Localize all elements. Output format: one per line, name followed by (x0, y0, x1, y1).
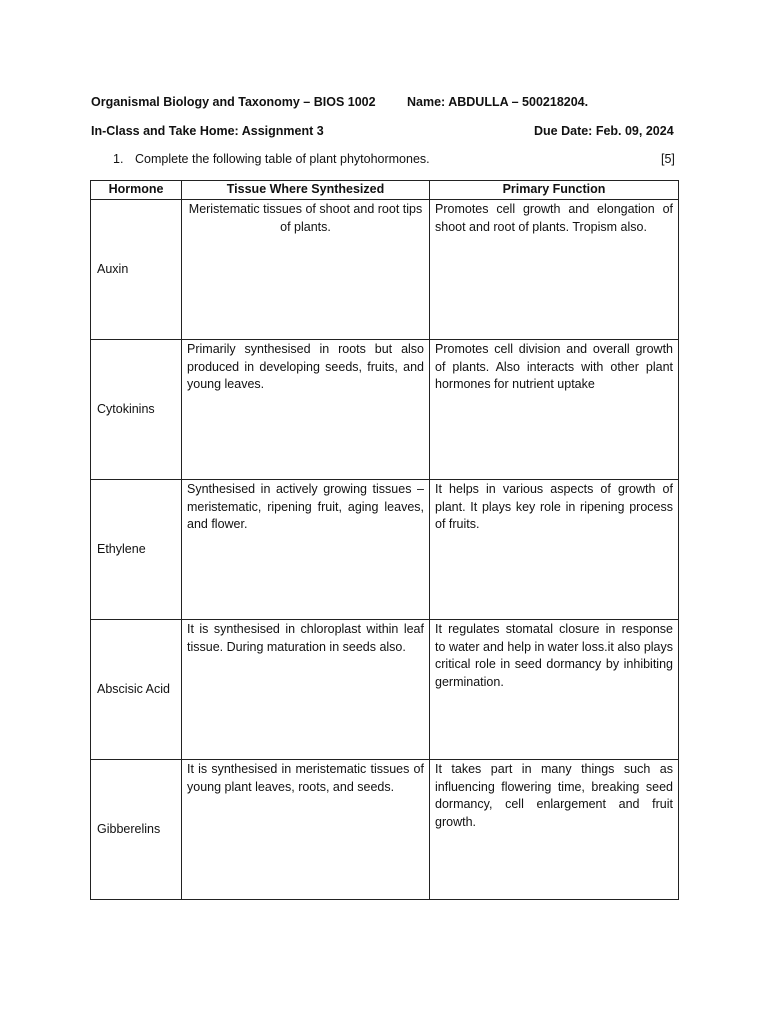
tissue-cell: Synthesised in actively growing tissues – meristematic, ripening fruit, aging leaves, and flower. (182, 480, 430, 620)
question-text: Complete the following table of plant phytohormones. (135, 152, 430, 166)
table-row-abscisic-acid (91, 620, 679, 760)
column-header-tissue: Tissue Where Synthesized (182, 181, 430, 200)
tissue-cell: It is synthesised in chloroplast within leaf tissue. During maturation in seeds also. (182, 620, 430, 760)
hormone-cell: Ethylene (91, 480, 182, 620)
assignment-title: In-Class and Take Home: Assignment 3 (91, 124, 324, 138)
function-cell: It takes part in many things such as influencing flowering time, breaking seed dormancy, cell enlargement and fruit growth. (430, 760, 679, 900)
function-cell: It regulates stomatal closure in response to water and help in water loss.it also plays critical role in seed dormancy by inhibiting germination. (430, 620, 679, 760)
function-cell: It helps in various aspects of growth of plant. It plays key role in ripening process of fruits. (430, 480, 679, 620)
table-row-auxin (91, 200, 679, 340)
course-title: Organismal Biology and Taxonomy – BIOS 1002 (91, 95, 376, 109)
tissue-cell: Primarily synthesised in roots but also produced in developing seeds, fruits, and young leaves. (182, 340, 430, 480)
function-cell: Promotes cell division and overall growth of plants. Also interacts with other plant hormones for nutrient uptake (430, 340, 679, 480)
column-header-function: Primary Function (430, 181, 679, 200)
tissue-cell: It is synthesised in meristematic tissues of young plant leaves, roots, and seeds. (182, 760, 430, 900)
due-date: Due Date: Feb. 09, 2024 (534, 124, 674, 138)
question-marks: [5] (661, 152, 675, 166)
function-cell: Promotes cell growth and elongation of shoot and root of plants. Tropism also. (430, 200, 679, 340)
tissue-cell: Meristematic tissues of shoot and root tips of plants. (182, 200, 430, 340)
hormone-cell: Abscisic Acid (91, 620, 182, 760)
hormone-cell: Gibberelins (91, 760, 182, 900)
student-name: Name: ABDULLA – 500218204. (407, 95, 589, 109)
phytohormone-table (90, 180, 679, 900)
hormone-cell: Auxin (91, 200, 182, 340)
table-row-ethylene (91, 480, 679, 620)
table-row-gibberelins (91, 760, 679, 900)
hormone-cell: Cytokinins (91, 340, 182, 480)
table-header-row (91, 181, 679, 200)
question-number: 1. (113, 152, 124, 166)
table-row-cytokinins (91, 340, 679, 480)
column-header-hormone: Hormone (91, 181, 182, 200)
